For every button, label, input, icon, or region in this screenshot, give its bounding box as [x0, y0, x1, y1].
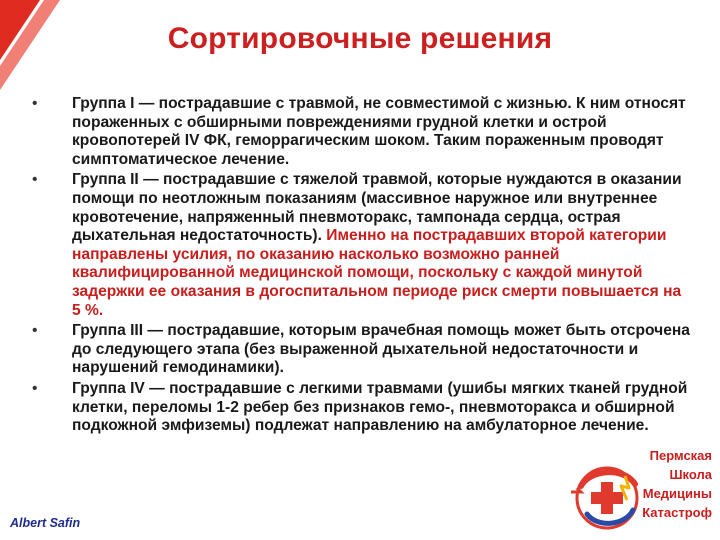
bullet-marker: •: [32, 95, 38, 112]
bullet-item-group-1: [30, 95, 692, 169]
bullet-item-group-3: [30, 322, 692, 378]
bullet-list: [30, 95, 692, 438]
organization-line: Катастроф: [642, 505, 712, 520]
bullet-marker: •: [32, 322, 38, 340]
bullet-text: Группа I — пострадавшие с травмой, не совместимой с жизнью. К ним относят пораженных с обширными повреждениями грудной клетки и острой кровопотерей IV ФК, геморрагическим шоком. Таким пораженным проводят симптоматическое лечение.: [72, 95, 686, 168]
author-signature: Albert Safin: [10, 516, 81, 530]
organization-line: Школа: [669, 467, 712, 482]
bullet-text: Группа IV — пострадавшие с легкими травмами (ушибы мягких тканей грудной клетки, переломы 1-2 ребер без признаков гемо-, пневмоторакса и обширной подкожной эмфиземы) подлежат направлению на амбулаторное лечение.: [72, 379, 688, 435]
bullet-marker: •: [32, 171, 38, 189]
slide-title: Сортировочные решения: [167, 22, 553, 55]
organization-line: Пермская: [649, 448, 712, 463]
bullet-item-group-2: [30, 171, 692, 320]
bullet-text: Группа II — пострадавшие с тяжелой травмой, которые нуждаются в оказании помощи по неотложным показаниям (массивное наружное или внутреннее кровотечение, напряженный пневмоторакс, тампонада сердца, острая дыхательная недостаточность).: [72, 171, 682, 245]
bullet-marker: •: [32, 379, 38, 397]
bullet-emphasis-text: Именно на пострадавших второй категории направлены усилия, по оказанию насколько возможно ранней квалифицированной медицинской помощи, поскольку с каждой минутой задержки ее оказания в догоспитальном периоде риск смерти повышается на 5 %.: [72, 227, 682, 319]
bullet-text: Группа III — пострадавшие, которым врачебная помощь может быть отсрочена до следующего этапа (без выраженной дыхательной недостаточности и нарушений гемодинамики).: [72, 322, 690, 377]
school-logo-icon: [567, 456, 647, 536]
bullet-item-group-4: [30, 380, 692, 436]
organization-line: Медицины: [642, 486, 712, 501]
organization-name: [642, 446, 712, 522]
